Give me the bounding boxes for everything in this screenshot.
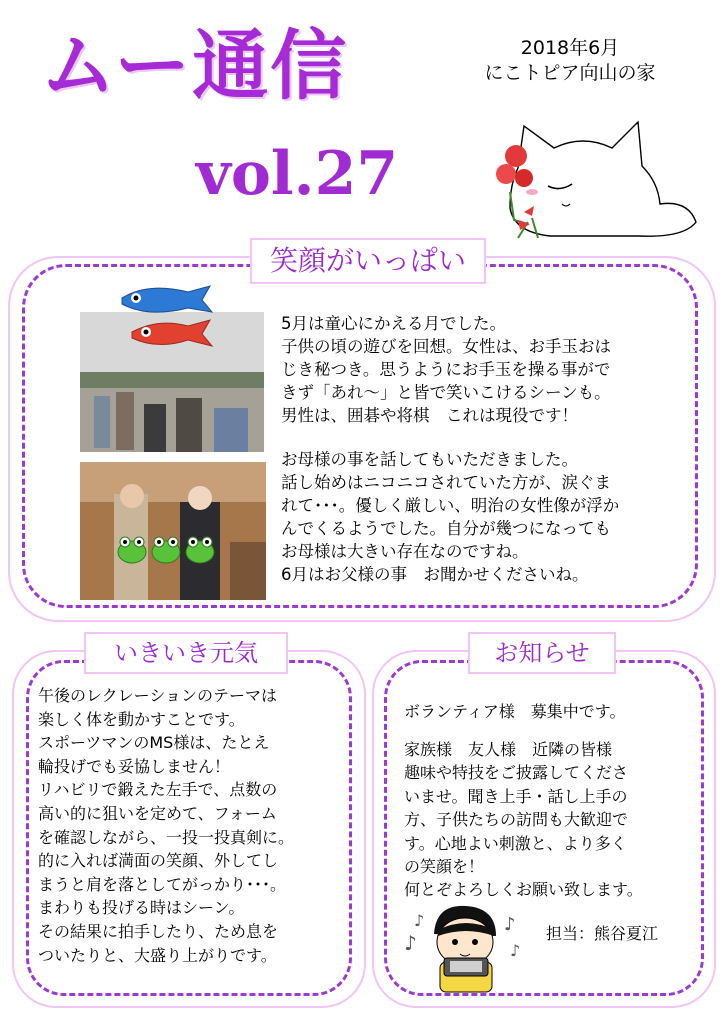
music-note-icon: ♪ xyxy=(404,931,417,955)
notice-body: 家族様 友人様 近隣の皆様 趣味や特技をご披露してくださ いませ。聞き上手・話し上手の 方、子供たちの訪問も大歓迎で す。心地よい刺激と、より多く の笑顔を！ 何とぞよろしくお願い致します。 xyxy=(404,740,643,900)
frog-icon xyxy=(112,530,222,566)
issue-date: 2018年6月 xyxy=(520,37,620,59)
energy-section-title: いきいき元気 xyxy=(84,632,288,674)
staff-name: 担当：熊谷夏江 xyxy=(546,924,659,943)
facility-name: にこトピア向山の家 xyxy=(484,62,656,84)
smile-paragraph-1: 5月は童心にかえる月でした。 子供の頃の遊びを回想。女性は、お手玉おは じき秘つき。思うようにお手玉を操る事がで きず「あれ～」と皆で笑いこけるシーンも。 男性は、囲碁や将棋 これは現役です！ xyxy=(281,314,611,425)
energy-body: 午後のレクレーションのテーマは 楽しく体を動かすことです。 スポーツマンのMS様は、たとえ 輪投げでも妥協しません！ リハビリで鍛えた左手で、点数の 高い的に狙いを定めて、フォーム を確認しながら、一投一投真剣に。 的に入れば満面の笑顔、外してし まうと肩を落としてがっかり･･･。 まわりも投げる時はシーン。 その結果に拍手したり、ため息を ついたりと、大盛り上がりです。 xyxy=(38,686,295,965)
notice-volunteer: ボランティア様 募集中です。 xyxy=(404,702,626,721)
music-note-icon: ♪ xyxy=(504,914,516,935)
issue-info xyxy=(470,36,670,86)
smile-paragraph-2: お母様の事を話してもいただきました。 話し始めはニコニコされていた方が、涙ぐま れて･･･。優しく厳しい、明治の女性像が浮か んでくるようでした。自分が幾つになっても お母様は大きい存在なのですね。 6月はお父様の事 お聞かせくださいね。 xyxy=(281,450,620,584)
newsletter-title: ムー通信 xyxy=(40,21,349,110)
koinobori-icon xyxy=(118,282,214,358)
smile-section-title: 笑顔がいっぱい xyxy=(250,238,486,284)
music-note-icon: ♪ xyxy=(510,941,521,960)
music-note-icon: ♪ xyxy=(414,911,425,930)
cat-with-carnation-icon xyxy=(488,112,708,240)
notice-section-title: お知らせ xyxy=(468,632,616,674)
boy-with-game-icon xyxy=(400,900,530,996)
volume-number: vol.27 xyxy=(196,139,399,209)
